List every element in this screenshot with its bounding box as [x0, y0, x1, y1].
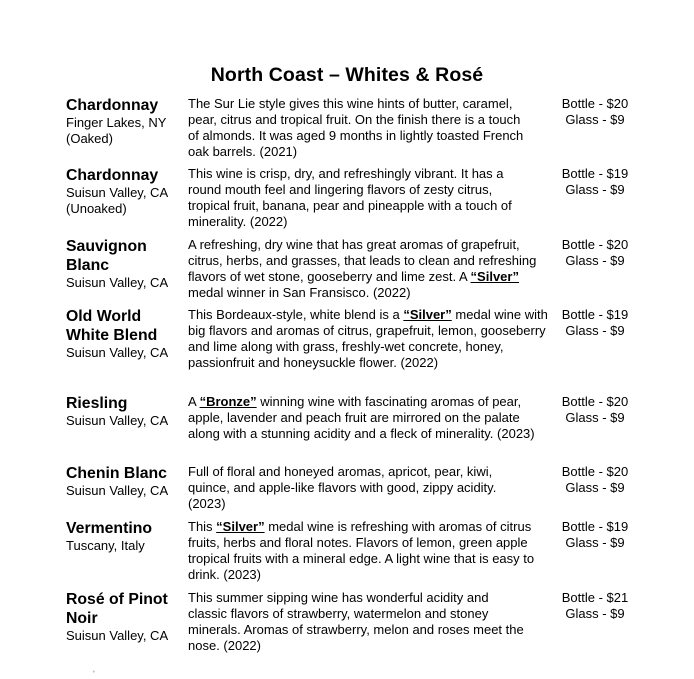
wine-name — [66, 394, 186, 429]
wine-name — [66, 307, 186, 361]
wine-name — [66, 590, 186, 644]
description-line: round mouth feel and lingering flavors of zesty citrus, — [188, 182, 493, 197]
page-title: North Coast – Whites & Rosé — [210, 64, 484, 86]
award-badge: “Silver” — [403, 307, 452, 322]
wine-name-line: Vermentino — [66, 520, 153, 537]
wine-price — [548, 519, 642, 551]
wine-name-line: Chardonnay — [66, 97, 159, 114]
description-text: This Bordeaux-style, white blend is a — [188, 307, 404, 322]
wine-name — [66, 166, 186, 217]
wine-price — [548, 307, 642, 339]
description-line: classic flavors of strawberry, watermelon and stoney — [188, 606, 489, 621]
description-line: of almonds. It was aged 9 months in lightly toasted French — [188, 128, 524, 143]
glass-price: Glass - $9 — [565, 606, 625, 621]
description-line: This summer sipping wine has wonderful acidity and — [188, 590, 489, 605]
wine-origin-note: (Unoaked) — [66, 201, 127, 216]
wine-price — [548, 237, 642, 269]
glass-price: Glass - $9 — [565, 112, 625, 127]
glass-price: Glass - $9 — [565, 323, 625, 338]
wine-description — [188, 590, 552, 654]
bottle-price: Bottle - $20 — [561, 96, 629, 111]
wine-name-line: Chenin Blanc — [66, 465, 167, 482]
stray-mark: ʼ — [93, 670, 95, 679]
wine-price — [548, 96, 642, 128]
wine-description — [188, 394, 552, 442]
wine-description — [188, 519, 552, 583]
wine-name-line: Noir — [66, 610, 98, 627]
wine-name-line: Blanc — [66, 257, 110, 274]
description-line: (2023) — [188, 496, 226, 511]
wine-name-line: Rosé of Pinot — [66, 591, 168, 608]
wine-name — [66, 464, 186, 499]
wine-name-line: White Blend — [66, 327, 158, 344]
description-line: The Sur Lie style gives this wine hints of butter, caramel, — [188, 96, 513, 111]
description-text: winning wine with fascinating aromas of pear, apple, lavender and peach fruit are mirrored on the palate along with a stunning acidity and a fleck of minerality. (2023) — [188, 394, 535, 441]
wine-origin: Tuscany, Italy — [66, 538, 145, 553]
description-line: minerality. (2022) — [188, 214, 288, 229]
bottle-price: Bottle - $20 — [561, 394, 629, 409]
wine-description — [188, 307, 552, 371]
description-line: oak barrels. (2021) — [188, 144, 298, 159]
wine-origin: Suisun Valley, CA — [66, 345, 169, 360]
bottle-price: Bottle - $19 — [561, 307, 629, 322]
wine-origin: Suisun Valley, CA — [66, 275, 169, 290]
description-line: tropical fruit, banana, pear and pineapple with a touch of — [188, 198, 512, 213]
description-line: This wine is crisp, dry, and refreshingly vibrant. It has a — [188, 166, 504, 181]
bottle-price: Bottle - $20 — [561, 237, 629, 252]
description-line: Full of floral and honeyed aromas, apricot, pear, kiwi, — [188, 464, 493, 479]
wine-name — [66, 96, 186, 147]
wine-origin: Suisun Valley, CA — [66, 628, 169, 643]
bottle-price: Bottle - $19 — [561, 166, 629, 181]
description-text: medal winner in San Fransisco. (2022) — [188, 285, 411, 300]
wine-origin: Finger Lakes, NY — [66, 115, 167, 130]
wine-name-line: Chardonnay — [66, 167, 159, 184]
bottle-price: Bottle - $19 — [561, 519, 629, 534]
description-line: quince, and apple-like flavors with good, zippy acidity. — [188, 480, 497, 495]
description-line: minerals. Aromas of strawberry, melon and roses meet the — [188, 622, 524, 637]
wine-origin-note: (Oaked) — [66, 131, 113, 146]
glass-price: Glass - $9 — [565, 182, 625, 197]
description-text: medal wine with big flavors and aromas of citrus, grapefruit, lemon, gooseberry and lime along with grass, freshly-wet concrete, honey, passionfruit and honeysuckle flower. (2022) — [188, 307, 548, 370]
wine-price — [548, 464, 642, 496]
award-badge: “Silver” — [216, 519, 265, 534]
wine-name-line: Old World — [66, 308, 142, 325]
wine-origin: Suisun Valley, CA — [66, 185, 169, 200]
wine-price — [548, 394, 642, 426]
glass-price: Glass - $9 — [565, 480, 625, 495]
wine-name — [66, 237, 186, 291]
glass-price: Glass - $9 — [565, 410, 625, 425]
description-line: nose. (2022) — [188, 638, 261, 653]
award-badge: “Bronze” — [199, 394, 257, 409]
wine-price — [548, 590, 642, 622]
description-line: pear, citrus and tropical fruit. On the finish there is a touch — [188, 112, 521, 127]
wine-name — [66, 519, 186, 554]
description-text: A — [188, 394, 200, 409]
wine-description — [188, 96, 552, 160]
wine-description — [188, 464, 552, 512]
wine-name-line: Riesling — [66, 395, 128, 412]
wine-name-line: Sauvignon — [66, 238, 147, 255]
description-text: medal wine is refreshing with aromas of citrus fruits, herbs and floral notes. Flavors of lemon, green apple tropical fruits with a mineral edge. A light wine that is easy to drink. (2023) — [188, 519, 535, 582]
award-badge: “Silver” — [470, 269, 519, 284]
bottle-price: Bottle - $20 — [561, 464, 629, 479]
bottle-price: Bottle - $21 — [561, 590, 629, 605]
wine-origin: Suisun Valley, CA — [66, 483, 169, 498]
wine-description — [188, 237, 552, 301]
description-text: A refreshing, dry wine that has great aromas of grapefruit, citrus, herbs, and grasses, that leads to clean and refreshing flavors of wet stone, gooseberry and lime zest. A — [188, 237, 537, 284]
wine-description — [188, 166, 552, 230]
glass-price: Glass - $9 — [565, 253, 625, 268]
wine-price — [548, 166, 642, 198]
wine-origin: Suisun Valley, CA — [66, 413, 169, 428]
description-text: This — [188, 519, 217, 534]
glass-price: Glass - $9 — [565, 535, 625, 550]
